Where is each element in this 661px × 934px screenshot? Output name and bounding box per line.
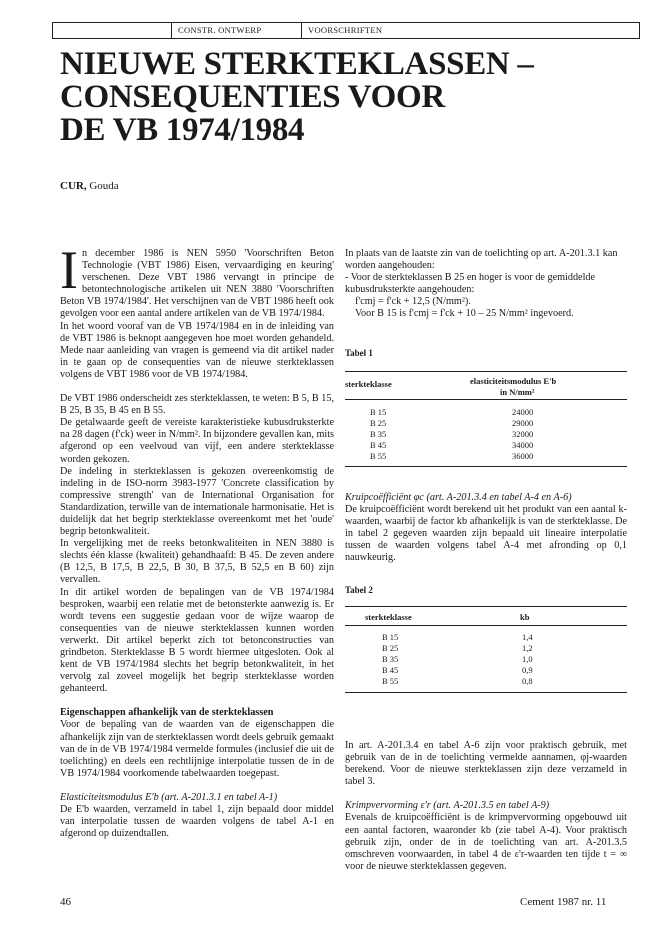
table-2-header-rule bbox=[345, 625, 627, 626]
paragraph-3-text: De VBT 1986 onderscheidt zes sterkteklassen, te weten: B 5, B 15, B 25, B 35, B 45 en B 55. bbox=[60, 393, 334, 417]
right-paragraph-4: In art. A-201.3.4 en tabel A-6 zijn voor praktisch gebruik, met gebruik van de in de toelichting vermelde aannamen, φj-waarden berekend. Voor de nieuwe sterkteklassen zijn deze verzameld in tabel 3. bbox=[345, 740, 627, 788]
krimp-section bbox=[345, 800, 627, 873]
table-2-class-4: B 55 bbox=[382, 676, 399, 686]
section-label-2: VOORSCHRIFTEN bbox=[301, 23, 428, 38]
table-1-caption bbox=[345, 348, 373, 358]
drop-cap: I bbox=[60, 240, 78, 300]
table-2-class-1: B 25 bbox=[382, 643, 399, 653]
table-1-class-2: B 35 bbox=[370, 429, 387, 439]
intro-text: n december 1986 is NEN 5950 'Voorschriften Beton Technologie (VBT 1986) Eisen, vervaardiging en keuring' verschenen. Deze VBT 1986 vervangt in principe de betontechnologische artikelen uit NEN 3880 'Voorschriften Beton VB 1974/1984'. Het verschijnen van de VBT 1986 heeft ook gevolgen voor een aantal andere artikelen van de VB 1974/1984. bbox=[60, 248, 334, 320]
table-1-class-0: B 15 bbox=[370, 407, 387, 417]
intro-paragraph bbox=[60, 240, 334, 381]
table-1-bottom-rule bbox=[345, 466, 627, 467]
subheading-krimp: Krimpvervorming ε'r (art. A-201.3.5 en tabel A-9) bbox=[345, 800, 550, 812]
page-number: 46 bbox=[60, 896, 71, 908]
right-column-top bbox=[345, 248, 627, 321]
table-2-class-0: B 15 bbox=[382, 632, 399, 642]
section-header bbox=[52, 22, 640, 39]
title-line-3: DE VB 1974/1984 bbox=[60, 112, 305, 148]
right-paragraph-4-wrap bbox=[345, 740, 627, 788]
section-label-1: CONSTR. ONTWERP bbox=[171, 23, 308, 38]
table-2-top-rule bbox=[345, 606, 627, 607]
subheading-eigenschappen: Eigenschappen afhankelijk van de sterkteklassen bbox=[60, 707, 274, 719]
table-1-class-4: B 55 bbox=[370, 451, 387, 461]
table-2-value-1: 1,2 bbox=[522, 643, 533, 653]
table-2-col1: sterkteklasse bbox=[365, 612, 412, 622]
journal-name: Cement 1987 nr. 11 bbox=[520, 896, 607, 908]
right-paragraph-1: In plaats van de laatste zin van de toelichting op art. A-201.3.1 kan worden aangehouden: bbox=[345, 248, 618, 272]
table-1-value-3: 34000 bbox=[512, 440, 534, 450]
table-1-col2a: elasticiteitsmodulus E'b bbox=[470, 376, 557, 386]
table-1-caption-text: Tabel 1 bbox=[345, 348, 373, 358]
left-column bbox=[60, 240, 334, 852]
table-1-class-3: B 45 bbox=[370, 440, 387, 450]
table-1-class-1: B 25 bbox=[370, 418, 387, 428]
section-elasticiteit bbox=[60, 792, 334, 840]
section-eigenschappen bbox=[60, 707, 334, 780]
author-place: Gouda bbox=[86, 180, 119, 192]
paragraph-7: In dit artikel worden de bepalingen van de VB 1974/1984 besproken, waarbij een relatie met de betonsterkte aanwezig is. Er wordt tevens een suggestie gedaan voor de wijze waarop de consequenties van de nieuwe sterkteklassen kunnen worden verwerkt. Dit artikel beperkt zich tot betonconstructies van grindbeton. Sterkteklasse B 5 wordt hiermee uitgesloten. Ook al kent de VB 1974/1984 slechts het begrip betonkwaliteit, in het vervolg zal zoveel mogelijk het begrip sterkteklasse worden gehanteerd. bbox=[60, 586, 334, 695]
table-1-value-0: 24000 bbox=[512, 407, 534, 417]
right-paragraph-2: - Voor de sterkteklassen B 25 en hoger is voor de gemiddelde kubusdruksterkte aangehouden: bbox=[345, 272, 596, 296]
paragraph-4: De getalwaarde geeft de vereiste karakteristieke kubusdruksterkte na 28 dagen (f'ck) weer in N/mm². In bijzondere gevallen kan, mits afgerond op een veelvoud van vijf, een andere sterkteklasse worden gekozen. bbox=[60, 417, 334, 465]
table-1-value-4: 36000 bbox=[512, 451, 534, 461]
paragraph-2: In het woord vooraf van de VB 1974/1984 en in de inleiding van de VBT 1986 is beknopt aangegeven hoe moet worden gehandeld. Mede naar aanleiding van vragen is gemeend via dit artikel nader in te gaan op de consequenties van de nieuwe sterkteklassen volgens de VBT 1986 voor de VB 1974/1984. bbox=[60, 320, 334, 380]
table-1-col2b: in N/mm² bbox=[500, 387, 535, 397]
table-1-value-2: 32000 bbox=[512, 429, 534, 439]
paragraph-6: In vergelijking met de reeks betonkwaliteiten in NEN 3880 is slechts één klasse (kwaliteit) gehandhaafd: B 45. De zeven andere (B 12,5, B 17,5, B 22,5, B 30, B 37,5, B 52,5 en B 60) zijn vervallen. bbox=[60, 538, 334, 586]
right-paragraph-3: De kruipcoëfficiënt wordt berekend uit het produkt van een aantal k-waarden, waarbij de factor kb afhankelijk is van de sterkteklasse. De in tabel 2 gegeven waarden zijn bepaald uit lineaire interpolatie tussen de waarden volgens tabel A-4 met afronding op 0,1 nauwkeurig. bbox=[345, 504, 627, 564]
formula-1: f'cmj = f'ck + 12,5 (N/mm²). bbox=[355, 296, 471, 308]
table-2-value-4: 0,8 bbox=[522, 676, 533, 686]
paragraph-8: Voor de bepaling van de waarden van de eigenschappen die afhankelijk zijn van de sterkteklassen wordt deels gebruik gemaakt van de in de VB 1974/1984 vermelde formules (inclusief die uit de toelichting) en deels een rechtlijnige interpolatie tussen de in de VB 1974/1984 voorkomende tabelwaarden toegepast. bbox=[60, 719, 334, 779]
table-1-header-rule bbox=[345, 399, 627, 400]
title-line-2: CONSEQUENTIES VOOR bbox=[60, 79, 445, 115]
table-2-class-3: B 45 bbox=[382, 665, 399, 675]
table-1-value-1: 29000 bbox=[512, 418, 534, 428]
table-1-col1: sterkteklasse bbox=[345, 379, 392, 389]
table-2-caption bbox=[345, 585, 373, 595]
table-2-value-3: 0,9 bbox=[522, 665, 533, 675]
paragraph-5: De indeling in sterkteklassen is gekozen overeenkomstig de indeling in de ISO-norm 3983-1977 'Concrete classification by compressive strength' van de International Organisation for Standardization, terwille van de internationale harmonisatie. Het is duidelijk dat het begrip sterkteklasse overeenkomt met het 'oude' begrip betonkwaliteit. bbox=[60, 465, 334, 538]
table-2-bottom-rule bbox=[345, 692, 627, 693]
table-2-value-0: 1,4 bbox=[522, 632, 533, 642]
subheading-kruip: Kruipcoëfficiënt φc (art. A-201.3.4 en tabel A-4 en A-6) bbox=[345, 492, 572, 503]
right-column-bottom bbox=[345, 740, 627, 885]
title-line-1: NIEUWE STERKTEKLASSEN – bbox=[60, 46, 534, 82]
formula-2: Voor B 15 is f'cmj = f'ck + 10 – 25 N/mm² ingevoerd. bbox=[355, 308, 574, 320]
table-1-top-rule bbox=[345, 371, 627, 372]
right-column-kruip bbox=[345, 492, 627, 565]
paragraph-9: De E'b waarden, verzameld in tabel 1, zijn bepaald door middel van interpolatie tussen de waarden volgens de tabel A-1 en afgerond op duizendtallen. bbox=[60, 804, 334, 840]
paragraph-3 bbox=[60, 393, 334, 695]
page-title bbox=[60, 48, 534, 147]
author-org: CUR, bbox=[60, 180, 87, 192]
table-2-class-2: B 35 bbox=[382, 654, 399, 664]
author-line bbox=[60, 180, 119, 192]
subheading-elasticiteit: Elasticiteitsmodulus E'b (art. A-201.3.1 en tabel A-1) bbox=[60, 791, 278, 803]
table-2-col2: kb bbox=[520, 612, 530, 622]
table-2-caption-text: Tabel 2 bbox=[345, 585, 373, 595]
table-2-value-2: 1,0 bbox=[522, 654, 533, 664]
right-paragraph-5: Evenals de kruipcoëfficiënt is de krimpvervorming opgebouwd uit een aantal factoren, waaronder kb (zie tabel A-4). Voor praktisch gebruik zijn, onder de in de toelichting van art. A-201.3.5 omschreven voorwaarden, in tabel 4 de ε'r-waarden ten tijde t = ∞ voor de nieuwe sterkteklassen gegeven. bbox=[345, 812, 627, 872]
